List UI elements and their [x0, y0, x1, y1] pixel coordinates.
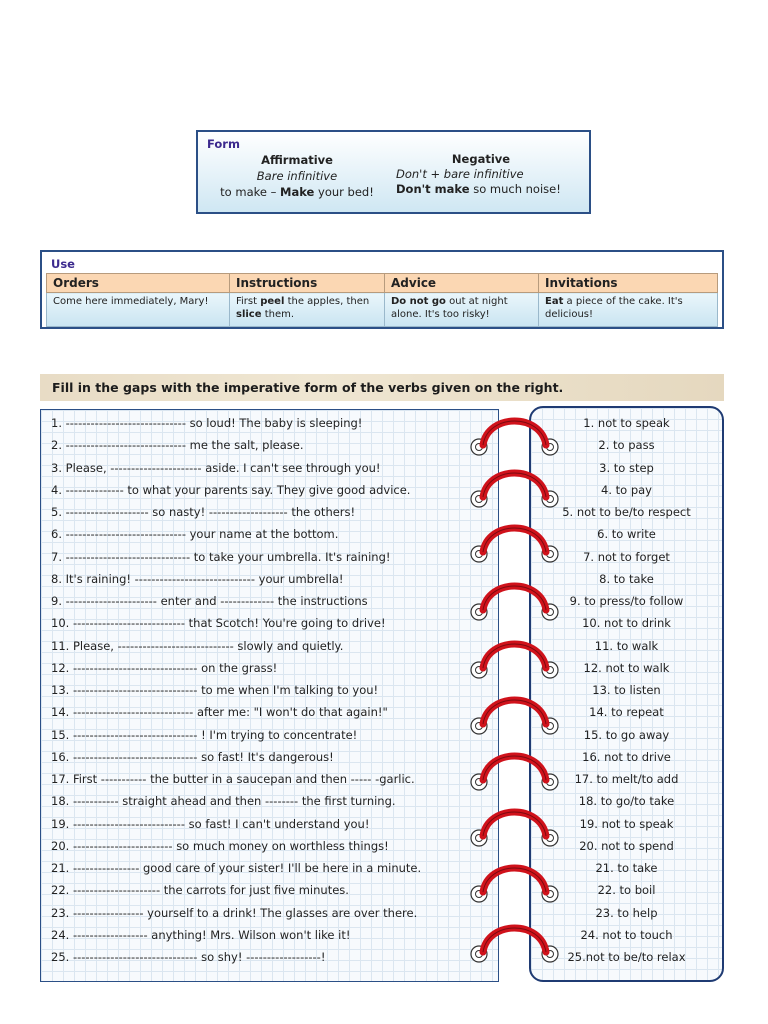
verb-item: 8. to take [599, 571, 654, 586]
binder-ring [471, 586, 558, 620]
use-head-invitations: Invitations [539, 274, 718, 293]
sentence-item: 5. -------------------- so nasty! ------------------- the others! [51, 505, 356, 519]
ring-arc [483, 700, 546, 724]
binder-ring [471, 928, 558, 962]
binder-ring [471, 528, 558, 562]
ring-arc [483, 644, 546, 668]
sentence-item: 23. ----------------- yourself to a drink! The glasses are over there. [51, 905, 418, 920]
verb-item: 20. not to spend [579, 838, 674, 853]
sentence-item: 14. ----------------------------- after me: "I won't do that again!" [51, 705, 388, 720]
negative-example: Don't make so much noise! [396, 182, 561, 196]
exercise-instruction: Fill in the gaps with the imperative form of the verbs given on the right. [40, 374, 724, 401]
use-cell-advice: Do not go out at night alone. It's too risky! [385, 293, 539, 327]
use-head-advice: Advice [385, 274, 539, 293]
affirmative-heading: Affirmative [261, 153, 333, 167]
use-cell-orders: Come here immediately, Mary! [47, 293, 230, 327]
binder-ring [471, 421, 558, 455]
verb-item: 5. not to be/to respect [562, 505, 691, 519]
sentence-item: 2. ----------------------------- me the salt, please. [51, 438, 304, 453]
sentence-item: 10. --------------------------- that Scotch! You're going to drive! [51, 616, 386, 631]
sentence-item: 20. ------------------------ so much money on worthless things! [51, 838, 389, 853]
binder-ring [471, 700, 558, 734]
binder-ring [471, 756, 558, 790]
use-head-instructions: Instructions [230, 274, 385, 293]
binder-ring [471, 868, 558, 902]
sentence-item: 24. ------------------ anything! Mrs. Wilson won't like it! [51, 927, 351, 942]
sentence-item: 25. ------------------------------ so shy! ------------------! [51, 950, 326, 964]
verb-item: 18. to go/to take [578, 794, 675, 809]
negative-heading: Negative [451, 152, 511, 166]
verb-item: 22. to boil [597, 883, 656, 898]
binder-ring [471, 473, 558, 507]
sentence-item: 16. ------------------------------ so fast! It's dangerous! [51, 749, 334, 764]
sentence-item: 13. ------------------------------ to me when I'm talking to you! [51, 683, 379, 697]
sentence-item: 22. --------------------- the carrots for just five minutes. [51, 883, 349, 898]
verb-item: 3. to step [599, 460, 654, 475]
use-cell-invitations: Eat a piece of the cake. It's delicious! [539, 293, 718, 327]
ring-arc [483, 528, 546, 552]
sentence-item: 15. ------------------------------ ! I'm trying to concentrate! [51, 727, 358, 742]
verb-item: 16. not to drive [582, 749, 671, 764]
sentence-item: 6. ----------------------------- your name at the bottom. [51, 527, 339, 542]
verb-item: 12. not to walk [583, 660, 670, 675]
verb-item: 13. to listen [592, 683, 661, 697]
verb-item: 6. to write [597, 527, 656, 542]
ring-arc [483, 928, 546, 952]
ring-arc [483, 421, 546, 445]
verb-item: 21. to take [595, 861, 658, 875]
negative-rule: Don't + bare infinitive [396, 167, 524, 181]
verb-item: 4. to pay [601, 482, 652, 497]
affirmative-example: to make – Make your bed! [220, 185, 374, 199]
verb-item: 25.not to be/to relax [567, 950, 686, 964]
verb-item: 15. to go away [583, 727, 670, 742]
sentence-item: 19. --------------------------- so fast! I can't understand you! [51, 816, 370, 831]
sentence-item: 8. It's raining! ----------------------------- your umbrella! [51, 571, 344, 586]
sentence-item: 7. ------------------------------ to take your umbrella. It's raining! [51, 549, 391, 564]
verb-item: 11. to walk [594, 638, 659, 653]
affirmative-rule: Bare infinitive [256, 169, 338, 183]
sentence-item: 9. ---------------------- enter and ------------- the instructions [51, 594, 368, 608]
ring-arc [483, 756, 546, 780]
verb-item: 23. to help [595, 905, 658, 920]
binder-ring [471, 644, 558, 678]
use-cell-instructions: First peel the apples, then slice them. [230, 293, 385, 327]
use-head-orders: Orders [47, 274, 230, 293]
binder-ring [471, 812, 558, 846]
verb-item: 1. not to speak [583, 416, 670, 430]
ring-arc [483, 473, 546, 497]
verb-item: 14. to repeat [589, 705, 664, 720]
verb-item: 2. to pass [598, 438, 655, 453]
sentence-item: 17. First ----------- the butter in a saucepan and then ----- -garlic. [51, 772, 415, 786]
verb-item: 9. to press/to follow [569, 594, 684, 608]
verb-item: 10. not to drink [582, 616, 671, 631]
sentence-item: 1. ----------------------------- so loud! The baby is sleeping! [51, 416, 363, 430]
verb-item: 7. not to forget [583, 549, 670, 564]
ring-arc [483, 812, 546, 836]
sentence-item: 3. Please, ---------------------- aside. I can't see through you! [51, 460, 381, 475]
sentence-item: 21. ---------------- good care of your sister! I'll be here in a minute. [51, 861, 422, 875]
verb-item: 24. not to touch [580, 927, 673, 942]
verb-item: 19. not to speak [579, 816, 674, 831]
form-title: Form [207, 137, 240, 151]
sentence-item: 11. Please, ---------------------------- slowly and quietly. [51, 638, 344, 653]
sentence-item: 18. ----------- straight ahead and then -------- the first turning. [51, 794, 396, 809]
sentence-item: 4. -------------- to what your parents say. They give good advice. [51, 482, 411, 497]
ring-arc [483, 586, 546, 610]
sentence-item: 12. ------------------------------ on the grass! [51, 660, 278, 675]
verb-item: 17. to melt/to add [574, 772, 679, 786]
ring-arc [483, 868, 546, 892]
use-title: Use [51, 257, 75, 271]
